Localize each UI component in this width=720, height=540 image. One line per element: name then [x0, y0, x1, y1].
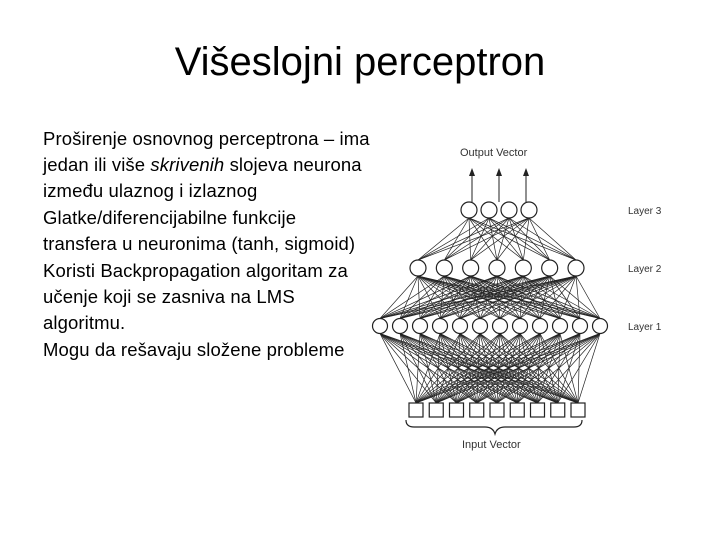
layer2-neuron — [542, 260, 558, 276]
input-node — [450, 403, 464, 417]
layer2-neuron — [489, 260, 505, 276]
output-arrows — [469, 168, 529, 202]
layer3-neuron — [461, 202, 477, 218]
layer3-neuron — [501, 202, 517, 218]
output-arrow-head — [496, 168, 502, 176]
output-arrow-head — [469, 168, 475, 176]
input-node — [429, 403, 443, 417]
layer2-neuron — [515, 260, 531, 276]
layer2-neuron — [436, 260, 452, 276]
input-node — [531, 403, 545, 417]
input-node — [551, 403, 565, 417]
connection-line — [418, 218, 509, 260]
layer1-neuron — [513, 319, 528, 334]
input-node — [571, 403, 585, 417]
input-node — [510, 403, 524, 417]
layer1-neuron — [473, 319, 488, 334]
slide-title: Višeslojni perceptron — [174, 40, 546, 84]
bullet-text: Mogu da rešavaju složene probleme — [43, 339, 345, 360]
connection-line — [489, 218, 523, 260]
layer1-neuron — [393, 319, 408, 334]
connection-line — [469, 218, 550, 260]
bullet-item — [43, 258, 373, 336]
connection-line — [550, 276, 600, 319]
connection-line — [418, 218, 469, 260]
bullet-text: Koristi Backpropagation algoritam za učenje koji se zasniva na LMS algoritmu. — [43, 260, 348, 333]
layer1-neuron — [553, 319, 568, 334]
bullet-text: Glatke/diferencijabilne funkcije transfera u neuronima (tanh, sigmoid) — [43, 207, 356, 254]
connection-line — [469, 218, 471, 260]
layer3-neuron — [521, 202, 537, 218]
layer-3-label: Layer 3 — [628, 206, 662, 217]
layer1-neuron — [573, 319, 588, 334]
network-connections — [380, 218, 600, 403]
layer1-neuron — [373, 319, 388, 334]
layer1-neuron — [453, 319, 468, 334]
layer1-neuron — [433, 319, 448, 334]
bullet-item — [43, 205, 373, 257]
connection-line — [469, 218, 576, 260]
input-node — [409, 403, 423, 417]
input-node — [490, 403, 504, 417]
bullet-text-end: slojeva neurona između ulaznog i izlaznog — [43, 154, 362, 201]
layer1-neuron — [593, 319, 608, 334]
layer1-neuron — [413, 319, 428, 334]
bullet-text: Proširenje osnovnog perceptrona – ima jedan ili više — [43, 128, 370, 175]
input-brace — [406, 420, 582, 434]
output-vector-label: Output Vector — [460, 147, 528, 159]
layer3-neuron — [481, 202, 497, 218]
mlp-network-diagram — [360, 130, 700, 455]
bullet-list — [43, 126, 373, 364]
layer2-neuron — [463, 260, 479, 276]
layer1-neuron — [493, 319, 508, 334]
bullet-item — [43, 126, 373, 204]
layer2-neuron — [410, 260, 426, 276]
output-arrow-head — [523, 168, 529, 176]
input-vector-label: Input Vector — [462, 439, 521, 451]
input-node — [470, 403, 484, 417]
layer2-neuron — [568, 260, 584, 276]
connection-line — [529, 218, 576, 260]
layer-2-label: Layer 2 — [628, 264, 662, 275]
layer1-neuron — [533, 319, 548, 334]
bullet-item — [43, 337, 373, 363]
bullet-emphasis: skrivenih — [150, 154, 225, 175]
layer-1-label: Layer 1 — [628, 322, 662, 333]
connection-line — [444, 218, 489, 260]
